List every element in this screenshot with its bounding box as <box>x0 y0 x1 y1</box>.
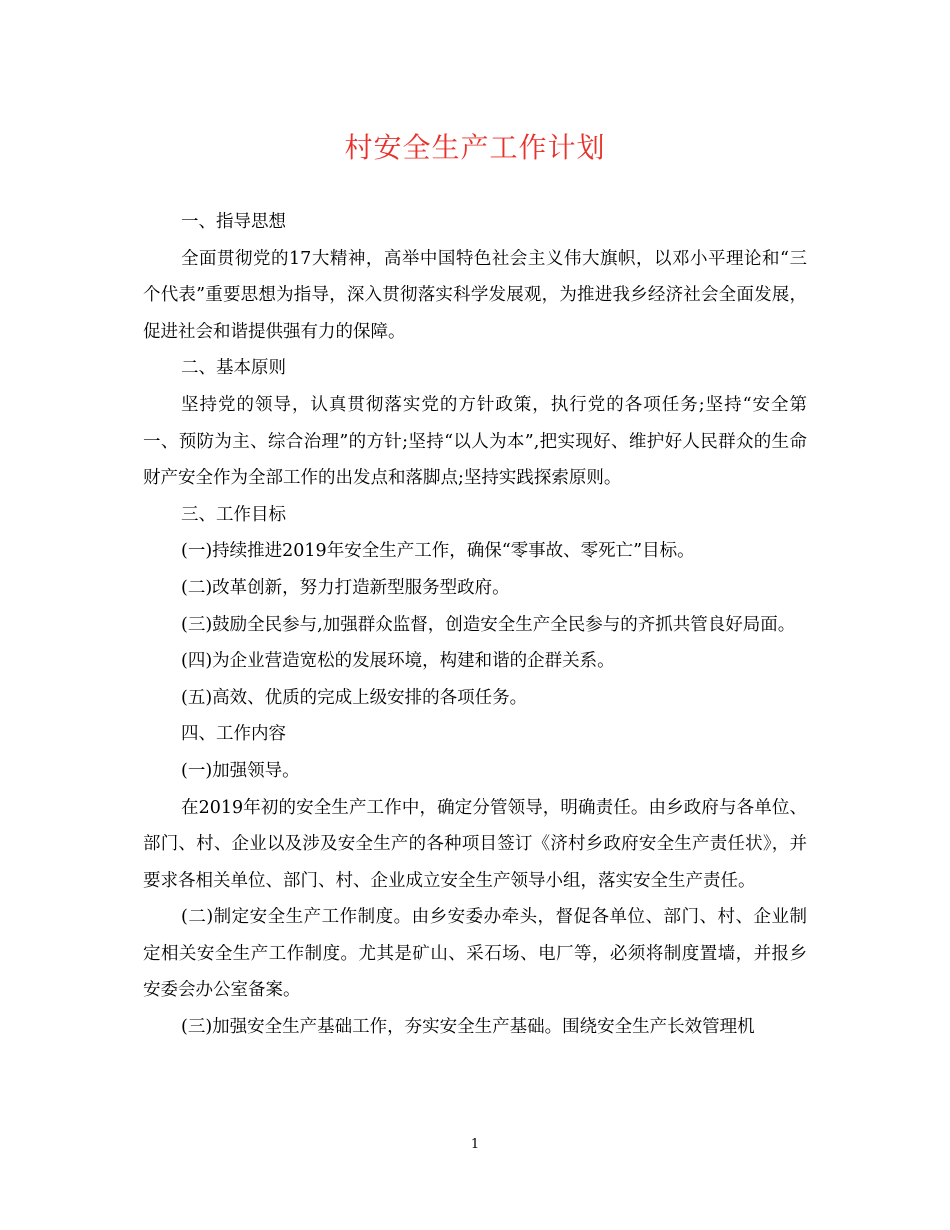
page-number: 1 <box>470 1137 480 1152</box>
goal-item-3: (三)鼓励全民参与,加强群众监督，创造安全生产全民参与的齐抓共管良好局面。 <box>181 614 796 635</box>
content-item-1-heading: (一)加强领导。 <box>181 760 300 781</box>
paragraph-basic-principles: 坚持党的领导，认真贯彻落实党的方针政策，执行党的各项任务;坚持“安全第一、预防为主、综合治理”的方针;坚持“以人为本”,把实现好、维护好人民群众的生命财产安全作为全部工作的出发点和落脚点;坚持实践探索原则。 <box>143 394 807 489</box>
goal-item-1: (一)持续推进2019年安全生产工作，确保“零事故、零死亡”目标。 <box>181 541 695 562</box>
paragraph-guiding-thought: 全面贯彻党的17大精神，高举中国特色社会主义伟大旗帜，以邓小平理论和“三个代表”重要思想为指导，深入贯彻落实科学发展观，为推进我乡经济社会全面发展，促进社会和谐提供强有力的保障。 <box>143 248 807 342</box>
goal-item-2: (二)改革创新，努力打造新型服务型政府。 <box>181 577 510 598</box>
goal-item-5: (五)高效、优质的完成上级安排的各项任务。 <box>181 687 528 708</box>
heading-work-goals: 三、工作目标 <box>181 504 286 525</box>
document-body <box>143 204 807 1046</box>
content-item-3-paragraph: (三)加强安全生产基础工作，夯实安全生产基础。围绕安全生产长效管理机 <box>181 1017 755 1038</box>
document-title: 村安全生产工作计划 <box>344 131 606 164</box>
heading-work-content: 四、工作内容 <box>181 724 286 745</box>
heading-guiding-thought: 一、指导思想 <box>181 212 286 232</box>
heading-basic-principles: 二、基本原则 <box>181 358 286 379</box>
content-item-2-paragraph: (二)制定安全生产工作制度。由乡安委办牵头，督促各单位、部门、村、企业制定相关安全生产工作制度。尤其是矿山、采石场、电厂等，必须将制度置墙，并报乡安委会办公室备案。 <box>143 907 807 1001</box>
content-item-1-paragraph: 在2019年初的安全生产工作中，确定分管领导，明确责任。由乡政府与各单位、部门、村、企业以及涉及安全生产的各种项目签订《济村乡政府安全生产责任状》，并要求各相关单位、部门、村、企业成立安全生产领导小组，落实安全生产责任。 <box>143 797 807 891</box>
goal-item-4: (四)为企业营造宽松的发展环境，构建和谐的企群关系。 <box>181 651 615 672</box>
